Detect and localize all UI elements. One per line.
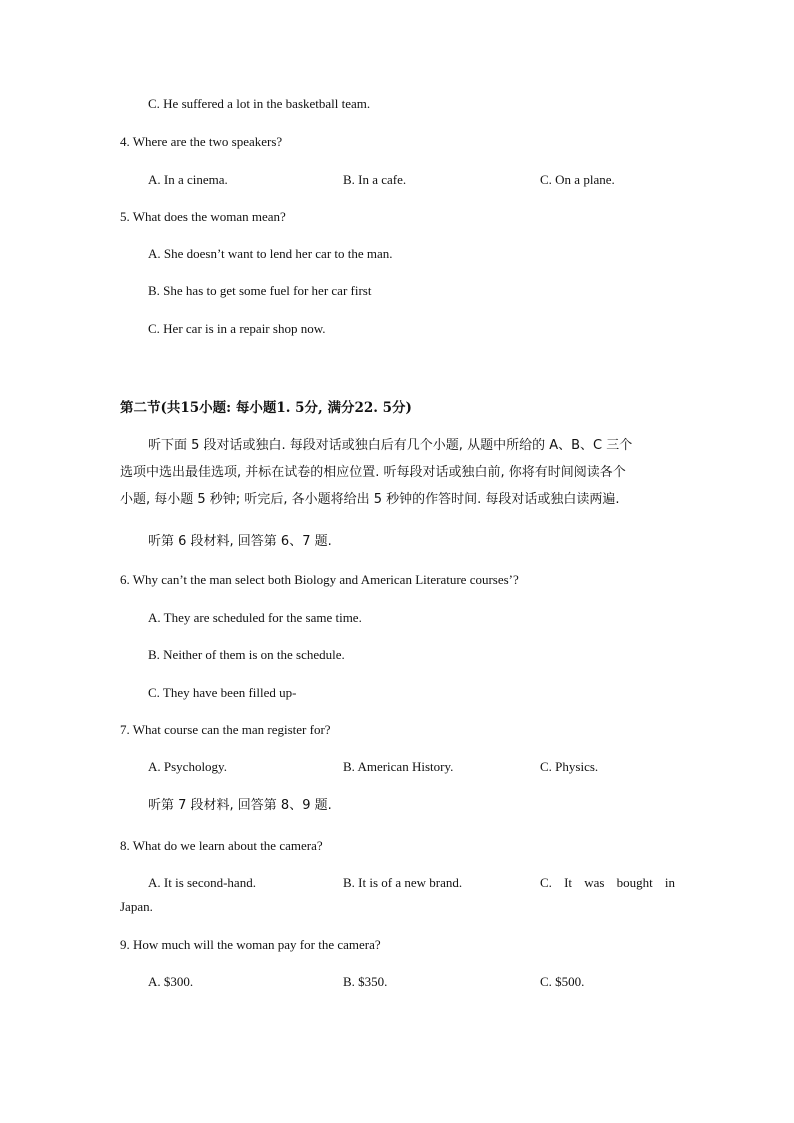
q7-option-b: B. American History. (343, 759, 454, 774)
q6-option-a: A. They are scheduled for the same time. (148, 610, 362, 625)
q9-option-a: A. $300. (148, 974, 194, 989)
q8-option-c-word: was (584, 875, 605, 890)
q4-stem: 4. Where are the two speakers? (120, 134, 283, 149)
section-heading: 第二节(共15小题: 每小题1. 5分, 满分22. 5分) (120, 400, 412, 416)
q6-option-b: B. Neither of them is on the schedule. (148, 647, 345, 662)
q5-option-a: A. She doesn’t want to lend her car to the man. (148, 246, 393, 261)
q4-option-b: B. In a cafe. (343, 172, 407, 187)
q8-option-c-word: C. (540, 875, 552, 890)
q5-option-c: C. Her car is in a repair shop now. (148, 321, 326, 336)
instruction-line: 小题, 每小题 5 秒钟; 听完后, 各小题将给出 5 秒钟的作答时间. 每段对话或独白读两遍. (120, 492, 620, 507)
q8-option-c-word: in (664, 875, 675, 890)
q5-stem: 5. What does the woman mean? (120, 209, 286, 224)
q4-option-c: C. On a plane. (540, 172, 615, 187)
q7-option-c: C. Physics. (540, 759, 599, 774)
instruction-line: 选项中选出最佳选项, 并标在试卷的相应位置. 听每段对话或独白前, 你将有时间阅读各个 (120, 465, 626, 480)
q8-stem: 8. What do we learn about the camera? (120, 838, 323, 853)
q9-option-c: C. $500. (540, 974, 585, 989)
q6-stem: 6. Why can’t the man select both Biology and American Literature courses’? (120, 572, 519, 587)
q6-option-c: C. They have been filled up- (148, 685, 297, 700)
q8-option-c (540, 874, 675, 892)
q3-option-c: C. He suffered a lot in the basketball team. (148, 96, 371, 111)
material-7-note: 听第 7 段材料, 回答第 8、9 题. (148, 798, 332, 813)
q7-stem: 7. What course can the man register for? (120, 722, 331, 737)
q4-option-a: A. In a cinema. (148, 172, 228, 187)
q5-option-b: B. She has to get some fuel for her car first (148, 283, 372, 298)
q8-option-c-word: It (564, 875, 573, 890)
q8-option-b: B. It is of a new brand. (343, 875, 463, 890)
q9-stem: 9. How much will the woman pay for the camera? (120, 937, 381, 952)
q8-option-a: A. It is second-hand. (148, 875, 256, 890)
instruction-line: 听下面 5 段对话或独白. 每段对话或独白后有几个小题, 从题中所给的 A、B、C 三个 (148, 438, 633, 453)
q7-option-a: A. Psychology. (148, 759, 227, 774)
q9-option-b: B. $350. (343, 974, 388, 989)
material-6-note: 听第 6 段材料, 回答第 6、7 题. (148, 534, 332, 549)
q8-option-c-continuation: Japan. (120, 899, 153, 914)
q8-option-c-word: bought (616, 875, 653, 890)
